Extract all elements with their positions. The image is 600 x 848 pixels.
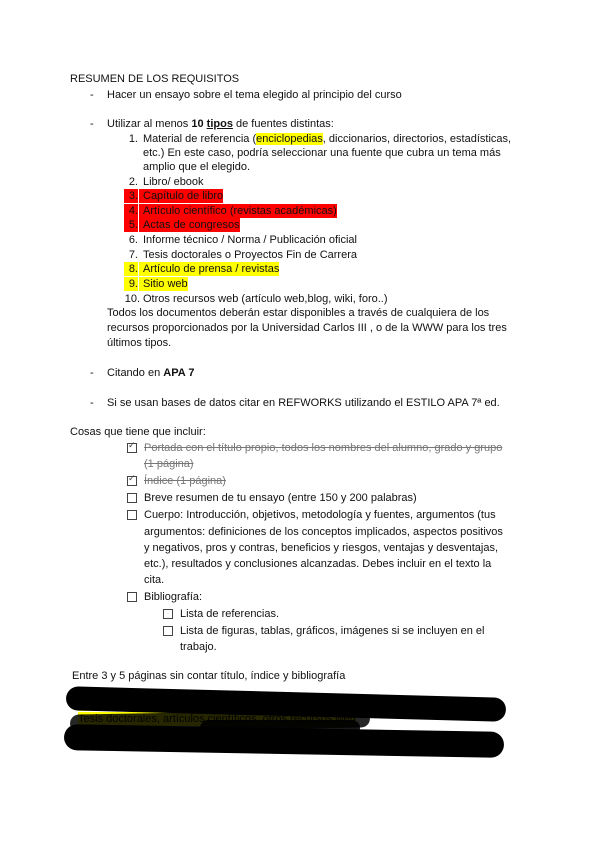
note-line: últimos tipos. <box>107 337 172 349</box>
source-item-cont: etc.) En este caso, podría seleccionar una fuente que cubra un tema más <box>143 147 501 159</box>
checklist-item-body-cont: etc.), resultados y conclusiones alcanzadas. Debes incluir en el texto la <box>144 558 492 570</box>
bullet-dash: - <box>90 397 94 409</box>
bullet-sources: Utilizar al menos 10 tipos de fuentes distintas: <box>107 118 334 130</box>
checklist-subitem-references: Lista de referencias. <box>180 608 280 620</box>
redaction-scribble <box>200 720 360 736</box>
checklist-subitem-figures-cont: trabajo. <box>180 641 217 653</box>
checkbox[interactable] <box>127 592 137 602</box>
note-line: recursos proporcionados por la Universidad Carlos III , o de la WWW para los tres <box>107 322 507 334</box>
source-item: Libro/ ebook <box>143 176 204 188</box>
checklist-item-bibliography: Bibliografía: <box>144 591 203 603</box>
source-item: Capítulo de libro <box>139 189 223 203</box>
checkbox[interactable] <box>127 510 137 520</box>
checklist-title: Cosas que tiene que incluir: <box>70 426 206 438</box>
note-line: Todos los documentos deberán estar disponibles a través de cualquiera de los <box>107 307 490 319</box>
checklist-item-summary: Breve resumen de tu ensayo (entre 150 y 200 palabras) <box>144 492 417 504</box>
checkbox[interactable] <box>163 609 173 619</box>
list-number: 7. <box>128 249 138 261</box>
list-number: 6. <box>128 234 138 246</box>
checklist-item-body-cont: cita. <box>144 574 165 586</box>
checkbox-checked[interactable] <box>127 443 137 453</box>
list-number: 1. <box>128 133 138 145</box>
bullet-dash: - <box>90 89 94 101</box>
checkbox[interactable] <box>127 493 137 503</box>
source-item: Informe técnico / Norma / Publicación oficial <box>143 234 357 246</box>
bullet-dash: - <box>90 367 94 379</box>
list-number: 8. <box>124 262 138 276</box>
source-item: Sitio web <box>139 277 188 291</box>
source-item: Artículo científico (revistas académicas) <box>139 204 337 218</box>
bullet-apa: Citando en APA 7 <box>107 367 195 379</box>
checklist-item-index: Índice (1 página) <box>144 475 226 487</box>
source-item: Artículo de prensa / revistas <box>139 262 279 276</box>
bullet-refworks: Si se usan bases de datos citar en REFWORKS utilizando el ESTILO APA 7ª ed. <box>107 397 500 409</box>
list-number: 4. <box>124 204 138 218</box>
checklist-item-body-cont: y negativos, pros y contras, beneficios y riesgos, ventajas y desventajas, <box>144 542 499 554</box>
checklist-item-cover: Portada con el título propio, todos los nombres del alumno, grado y grupo <box>144 442 503 454</box>
list-number: 5. <box>124 218 138 232</box>
bullet-essay: Hacer un ensayo sobre el tema elegido al principio del curso <box>107 89 402 101</box>
bullet-dash: - <box>90 118 94 130</box>
list-number: 10. <box>124 293 140 305</box>
source-item: Tesis doctorales o Proyectos Fin de Carrera <box>143 249 357 261</box>
checklist-subitem-figures: Lista de figuras, tablas, gráficos, imágenes si se incluyen en el <box>180 625 485 637</box>
heading-title: RESUMEN DE LOS REQUISITOS <box>70 73 240 85</box>
list-number: 9. <box>124 277 138 291</box>
source-item: Material de referencia (enciclopedias, diccionarios, directorios, estadísticas, <box>143 133 512 145</box>
checkbox-checked[interactable] <box>127 476 137 486</box>
pages-note: Entre 3 y 5 páginas sin contar título, índice y bibliografía <box>72 670 346 682</box>
checklist-item-body-cont: argumentos: definiciones de los conceptos implicados, aspectos positivos <box>144 526 503 538</box>
checklist-item-cover-cont: (1 página) <box>144 458 194 470</box>
checklist-item-body: Cuerpo: Introducción, objetivos, metodología y fuentes, argumentos (tus <box>144 509 496 521</box>
source-item: Actas de congresos <box>139 218 240 232</box>
checkbox[interactable] <box>163 626 173 636</box>
list-number: 3. <box>124 189 138 203</box>
source-item-cont: amplio que el elegido. <box>143 161 251 173</box>
source-item: Otros recursos web (artículo web,blog, wiki, foro..) <box>143 293 388 305</box>
list-number: 2. <box>128 176 138 188</box>
